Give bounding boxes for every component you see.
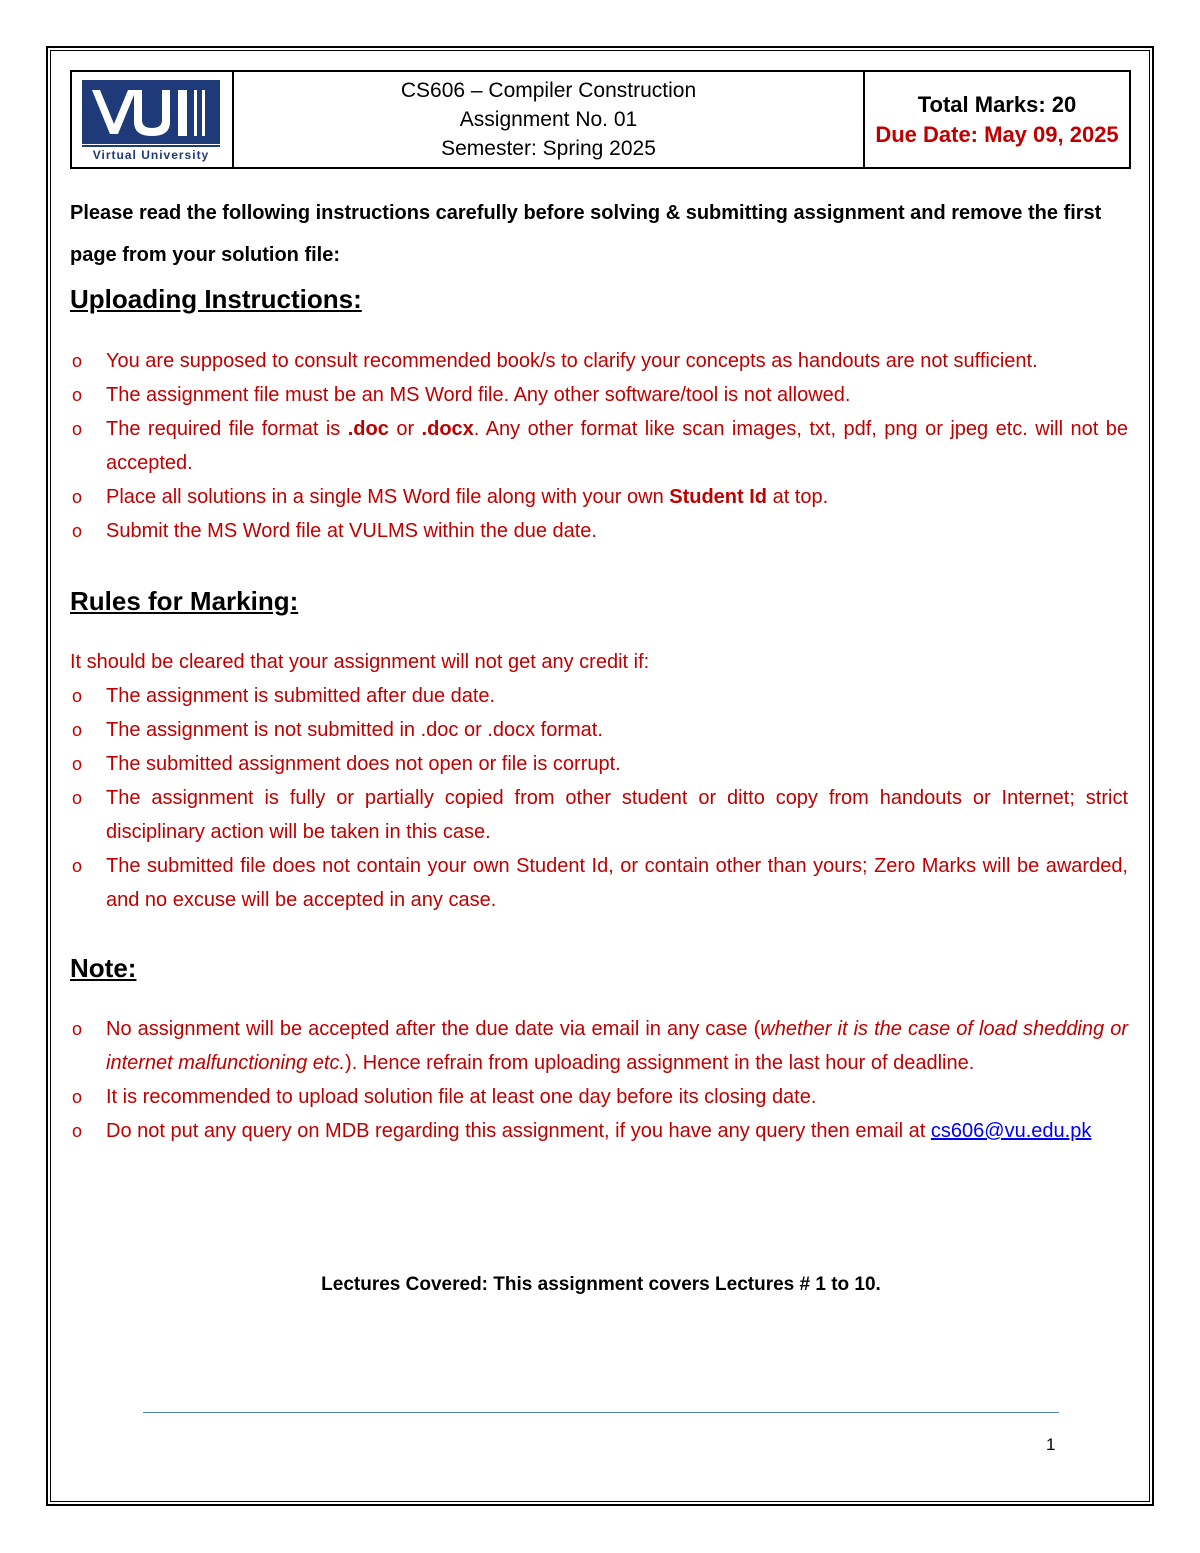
bullet-icon: o [72, 1087, 83, 1107]
semester: Semester: Spring 2025 [441, 137, 656, 160]
page-number: 1 [1046, 1435, 1056, 1454]
list-item [70, 747, 1128, 781]
list-item [70, 849, 1128, 917]
bullet-icon: o [72, 1121, 83, 1141]
list-item [70, 781, 1128, 849]
note-heading: Note: [70, 953, 137, 983]
bullet-icon: o [72, 1019, 83, 1039]
italic-reason: whether it is the case of load shedding or internet malfunctioning etc. [106, 1018, 1128, 1074]
list-item-text: at top. [767, 486, 829, 508]
list-item-text: No assignment will be accepted after the due date via email in any case ( [106, 1018, 761, 1040]
course-title: CS606 – Compiler Construction [400, 79, 697, 102]
docx-format: .docx [421, 418, 474, 440]
vu-logo-icon [82, 80, 220, 144]
list-item-text: It is recommended to upload solution file at least one day before its closing date. [106, 1086, 817, 1108]
total-marks: Total Marks: 20 [917, 91, 1077, 117]
vu-logo [82, 80, 220, 164]
list-item-text: The assignment file must be an MS Word file. Any other software/tool is not allowed. [106, 384, 851, 406]
bullet-icon: o [72, 385, 83, 405]
list-item [70, 679, 1128, 713]
bullet-icon: o [72, 686, 83, 706]
student-id-emphasis: Student Id [669, 486, 768, 508]
list-item [70, 514, 1128, 548]
list-item [70, 412, 1128, 480]
rules-list [70, 679, 1128, 917]
assignment-number: Assignment No. 01 [459, 108, 638, 131]
doc-format: .doc [347, 418, 389, 440]
lectures-covered: Lectures Covered: This assignment covers Lectures # 1 to 10. [321, 1274, 881, 1295]
note-list [70, 1012, 1128, 1148]
list-item [70, 1114, 1128, 1148]
bullet-icon: o [72, 720, 83, 740]
bullet-icon: o [72, 856, 83, 876]
bullet-icon: o [72, 754, 83, 774]
footer-rule [143, 1412, 1059, 1413]
list-item-text: ). Hence refrain from uploading assignment in the last hour of deadline. [345, 1052, 975, 1074]
bullet-icon: o [72, 487, 83, 507]
list-item [70, 378, 1128, 412]
bullet-icon: o [72, 419, 83, 439]
list-item-text: The required file format is [106, 418, 348, 440]
list-item [70, 1080, 1128, 1114]
rules-heading: Rules for Marking: [70, 586, 299, 616]
list-item-text: The assignment is fully or partially copied from other student or ditto copy from handouts or Internet; strict disciplinary action will be taken in this case. [106, 787, 1128, 843]
bullet-icon: o [72, 351, 83, 371]
uploading-heading: Uploading Instructions: [70, 284, 362, 314]
list-item-text: or [388, 418, 422, 440]
list-item-text: The submitted assignment does not open or file is corrupt. [106, 753, 621, 775]
logo-cell [72, 72, 234, 167]
list-item-text: . Any other format like scan images, txt, pdf, png or jpeg etc. will not be accepted. [106, 418, 1128, 474]
list-item [70, 1012, 1128, 1080]
rules-lead: It should be cleared that your assignment will not get any credit if: [70, 651, 650, 673]
list-item-text: You are supposed to consult recommended book/s to clarify your concepts as handouts are not sufficient. [106, 350, 1038, 372]
logo-rule [82, 145, 220, 147]
list-item-text: Place all solutions in a single MS Word file along with your own [106, 486, 670, 508]
intro-text: Please read the following instructions carefully before solving & submitting assignment and remove the first page from your solution file: [70, 202, 1102, 266]
list-item [70, 344, 1128, 378]
list-item-text: The assignment is submitted after due date. [106, 685, 496, 707]
email-link[interactable]: cs606@vu.edu.pk [930, 1120, 1092, 1142]
list-item [70, 480, 1128, 514]
bullet-icon: o [72, 521, 83, 541]
header-table [70, 70, 1131, 169]
list-item [70, 713, 1128, 747]
bullet-icon: o [72, 788, 83, 808]
uploading-list [70, 344, 1128, 548]
list-item-text: The assignment is not submitted in .doc or .docx format. [106, 719, 603, 741]
marks-cell [865, 72, 1129, 167]
logo-text: Virtual University [92, 148, 210, 162]
course-info-cell [234, 72, 865, 167]
list-item-text: Do not put any query on MDB regarding this assignment, if you have any query then email at [106, 1120, 926, 1142]
list-item-text: Submit the MS Word file at VULMS within the due date. [106, 520, 597, 542]
list-item-text: The submitted file does not contain your own Student Id, or contain other than yours; Zero Marks will be awarded, and no excuse will be accepted in any case. [106, 855, 1128, 911]
due-date: Due Date: May 09, 2025 [875, 121, 1119, 147]
